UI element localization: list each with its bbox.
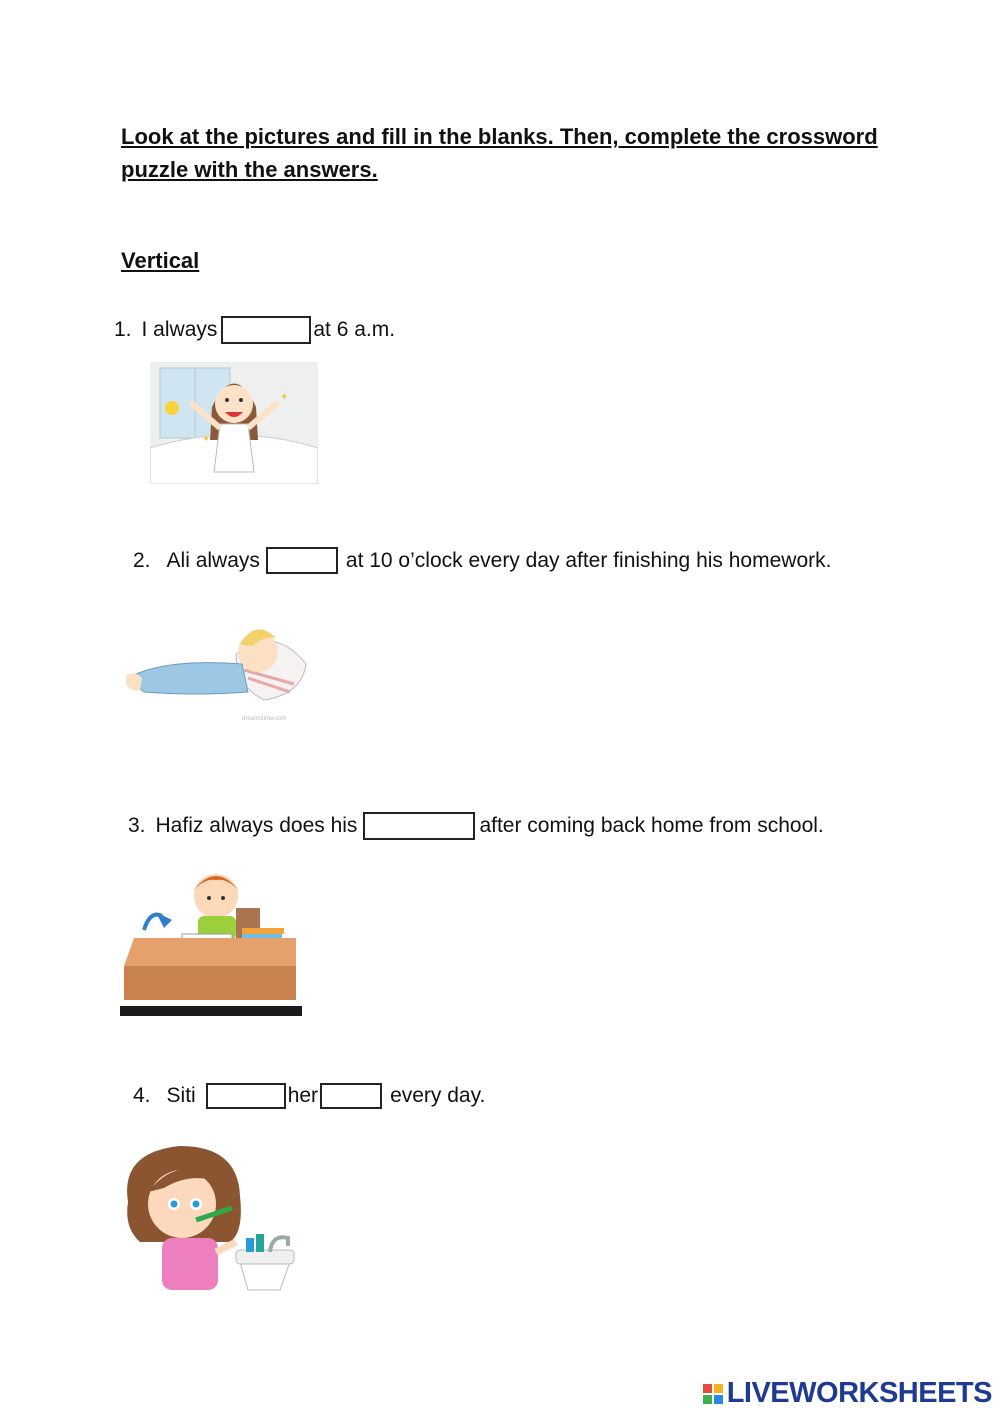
question-text-after: at 10 o’clock every day after finishing his homework.	[345, 548, 832, 572]
logo-text: LIVEWORKSHEETS	[726, 1377, 992, 1409]
question-text-before: Siti	[166, 1084, 196, 1107]
svg-text:✦: ✦	[202, 434, 211, 445]
question-text-after: after coming back home from school.	[479, 814, 824, 837]
question-text-before: Ali always	[166, 548, 260, 572]
question-text-after: at 6 a.m.	[313, 318, 396, 341]
svg-text:dreamstime.com: dreamstime.com	[242, 716, 287, 722]
answer-input-2[interactable]	[266, 547, 338, 574]
question-number: 3.	[128, 814, 146, 837]
logo-mark-icon	[703, 1384, 723, 1404]
svg-text:✦: ✦	[280, 392, 289, 403]
question-text-middle: her	[287, 1084, 319, 1107]
question-text-after: every day.	[390, 1084, 486, 1107]
question-3	[128, 812, 824, 840]
question-number: 2.	[133, 548, 151, 572]
answer-input-4b[interactable]	[320, 1083, 382, 1109]
instructions: Look at the pictures and fill in the blanks. Then, complete the crossword puzzle with the answers.	[121, 124, 878, 182]
answer-input-4a[interactable]	[206, 1083, 286, 1109]
section-title: Vertical	[121, 248, 200, 273]
girl-waking-up-icon	[150, 362, 318, 484]
answer-input-3[interactable]	[363, 812, 475, 840]
answer-input-1[interactable]	[221, 316, 311, 344]
question-1	[114, 316, 395, 344]
question-number: 4.	[133, 1084, 151, 1107]
liveworksheets-logo	[703, 1377, 992, 1410]
question-4	[133, 1083, 485, 1109]
girl-brushing-teeth-icon	[120, 1142, 298, 1292]
question-text-before: Hafiz always does his	[155, 814, 358, 837]
boy-sleeping-icon	[124, 614, 312, 724]
question-text-before: I always	[141, 318, 218, 341]
question-2	[133, 547, 831, 574]
question-number: 1.	[114, 318, 132, 341]
boy-doing-homework-icon	[120, 866, 302, 1018]
